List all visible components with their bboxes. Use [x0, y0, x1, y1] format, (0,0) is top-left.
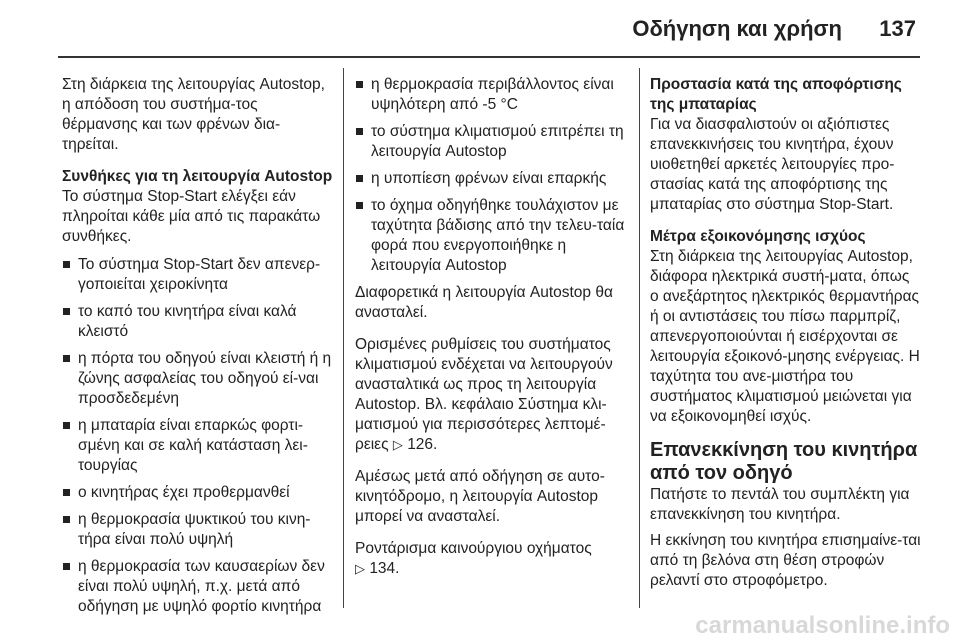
- list-item: η θερμοκρασία ψυκτικού του κινη-τήρα είναι πολύ υψηλή: [62, 510, 334, 550]
- column-divider-1: [343, 68, 344, 608]
- list-item: το όχημα οδηγήθηκε τουλάχιστον με ταχύτητα βάδισης από την τελευ-ταία φορά που ενεργοποιήθηκε η λειτουργία Autostop: [355, 196, 629, 276]
- list-item: η θερμοκρασία περιβάλλοντος είναι υψηλότερη από -5 °C: [355, 75, 629, 115]
- page-title: Οδήγηση και χρήση: [632, 16, 842, 41]
- page-number: 137: [879, 16, 916, 41]
- column-divider-2: [639, 68, 640, 608]
- power-saving-heading: Μέτρα εξοικονόμησης ισχύος: [650, 228, 866, 245]
- intro-paragraph: Στη διάρκεια της λειτουργίας Autostop, η απόδοση του συστήμα-τος θέρμανσης και των φρένων δια-τηρείται.: [62, 76, 325, 153]
- driver-restart-heading: Επανεκκίνηση του κινητήρα από τον οδηγό: [650, 439, 918, 484]
- column-3: [650, 75, 922, 603]
- list-item: το καπό του κινητήρα είναι καλά κλειστό: [62, 302, 334, 342]
- battery-protection-text: Για να διασφαλιστούν οι αξιόπιστες επανεκκινήσεις του κινητήρα, έχουν υιοθετηθεί αρκετές λειτουργίες προ-στασίας κατά της αποφόρτισης της μπαταρίας στο σύστημα Stop-Start.: [650, 116, 895, 213]
- autostop-suspended-paragraph: Διαφορετικά η λειτουργία Autostop θα ανασταλεί.: [355, 284, 613, 321]
- conditions-lead: Το σύστημα Stop-Start ελέγξει εάν πληρoίται κάθε μία από τις παρακάτω συνθήκες.: [62, 188, 321, 245]
- header-rule: [58, 56, 920, 58]
- climate-settings-paragraph: Ορισμένες ρυθμίσεις του συστήματος κλιματισμού ενδέχεται να λειτουργούν ανασταλτικά ως προς τη λειτουργία Autostop. Βλ. κεφάλαιο Σύστημα κλι-ματισμού για περισσότερες λεπτομέ-ρειες ▷ 126.: [355, 336, 613, 453]
- battery-protection-heading: Προστασία κατά της αποφόρτισης της μπαταρίας: [650, 76, 902, 113]
- page-ref-icon: ▷: [355, 561, 365, 576]
- page-ref-link[interactable]: 126.: [407, 436, 438, 453]
- page-header: [0, 0, 960, 58]
- list-item: η πόρτα του οδηγού είναι κλειστή ή η ζώνης ασφαλείας του οδηγού εί-ναι προσδεδεμένη: [62, 349, 334, 409]
- column-2: [355, 75, 629, 591]
- restart-indication-text: Η εκκίνηση του κινητήρα επισημαίνε-ται από τη βελόνα στη θέση στροφών ρελαντί στο στροφόμετρο.: [650, 532, 921, 589]
- motorway-paragraph: Αμέσως μετά από οδήγηση σε αυτο-κινητόδρομο, η λειτουργία Autostop μπορεί να ανασταλεί.: [355, 468, 605, 525]
- list-item: Το σύστημα Stop-Start δεν απενερ-γοποιείται χειροκίνητα: [62, 255, 334, 295]
- column-1: [62, 75, 334, 624]
- page-ref-icon: ▷: [392, 437, 403, 452]
- list-item: η μπαταρία είναι επαρκώς φορτι-σμένη και σε καλή κατάσταση λει-τουργίας: [62, 416, 334, 476]
- autostop-conditions-heading: Συνθήκες για τη λειτουργία Autostop: [62, 168, 333, 185]
- page-ref-link[interactable]: 134.: [369, 560, 400, 577]
- driver-restart-text: Πατήστε το πεντάλ του συμπλέκτη για επανεκκίνηση του κινητήρα.: [650, 486, 910, 523]
- running-in-paragraph: Ροντάρισμα καινούργιου οχήματος ▷ 134.: [355, 540, 592, 577]
- list-item: ο κινητήρας έχει προθερμανθεί: [62, 483, 334, 503]
- list-item: η υποπίεση φρένων είναι επαρκής: [355, 169, 629, 189]
- list-item: η θερμοκρασία των καυσαερίων δεν είναι πολύ υψηλή, π.χ. μετά από οδήγηση με υψηλό φορτίο κινητήρα: [62, 557, 334, 617]
- watermark: carmanualsonline.info: [695, 612, 950, 639]
- list-item: το σύστημα κλιματισμού επιτρέπει τη λειτουργία Autostop: [355, 122, 629, 162]
- power-saving-text: Στη διάρκεια της λειτουργίας Autostop, διάφορα ηλεκτρικά συστή-ματα, όπως ο ανεξάρτητος ηλεκτρικός θερμαντήρας ή οι αντιστάσεις του πίσω παρμπρίζ, απενεργοποιούνται ή εισέρχονται σε λειτουργία εξοικονό-μησης ενέργειας. Η ταχύτητα του ανε-μιστήρα του συστήματος κλιματισμού μειώνεται για να εξοικονομηθεί ισχύς.: [650, 248, 920, 425]
